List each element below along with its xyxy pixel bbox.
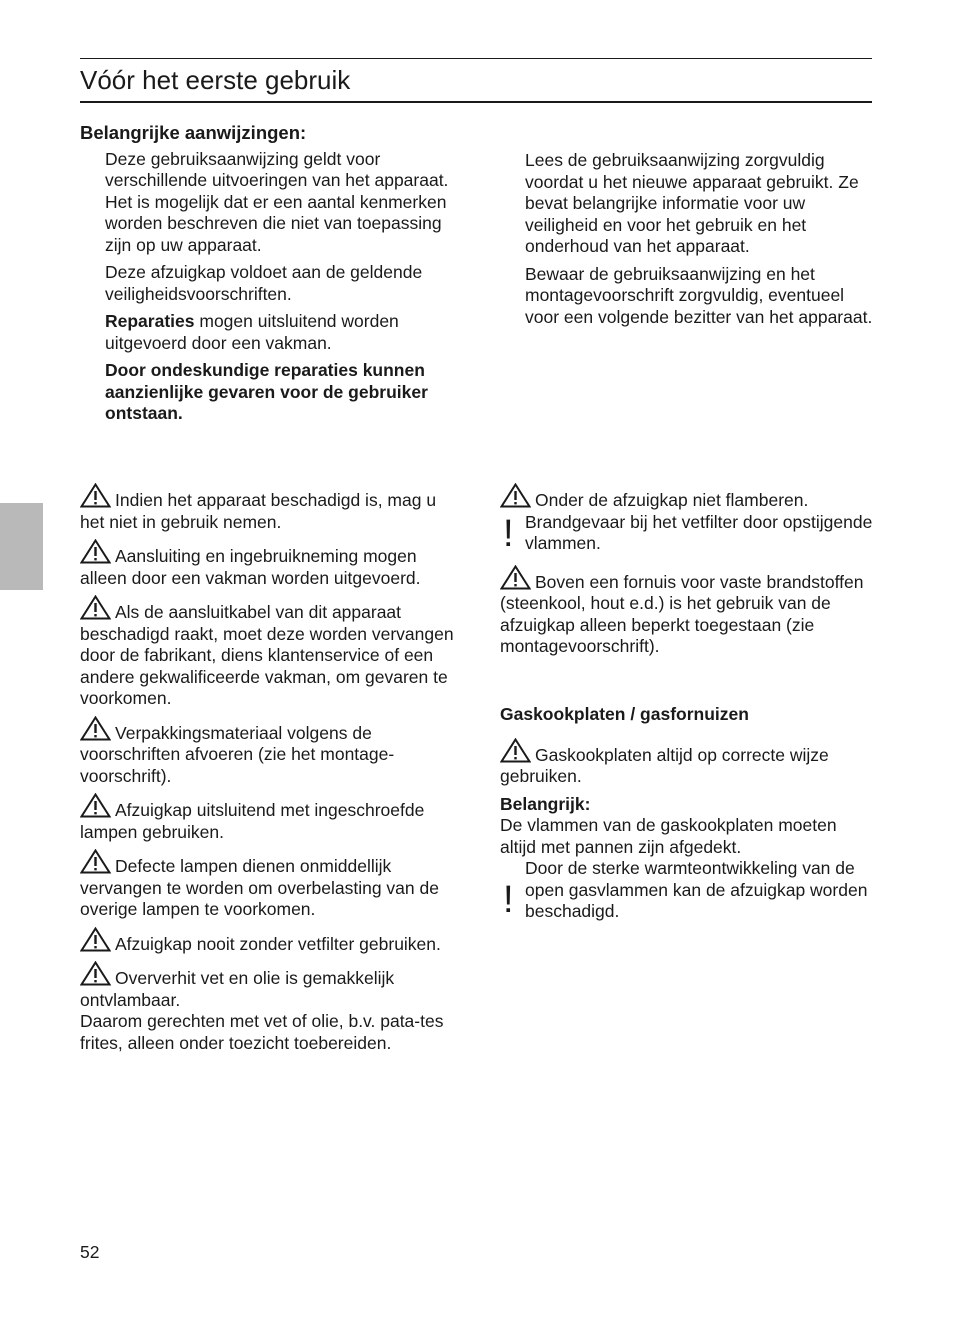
warnings-left [80, 483, 455, 1060]
intro-right-p1: Lees de gebruiksaanwijzing zorgvuldig voordat u het nieuwe apparaat gebruikt. Ze bevat belangrijke informatie voor uw veiligheid en voor het gebruik en het onderhoud van het apparaat. [525, 150, 859, 256]
warning-triangle-icon [80, 961, 111, 986]
exclamation-mark: ! [503, 879, 514, 921]
page-number: 52 [80, 1242, 100, 1262]
warning-extra-text: Daarom gerechten met vet of olie, b.v. pata-tes frites, alleen onder toezicht toebereiden. [80, 1011, 444, 1053]
warning-item: Aansluiting en ingebruikneming mogen alleen door een vakman worden uitgevoerd. [80, 539, 455, 589]
intro-left-p1: Deze gebruiksaanwijzing geldt voor verschillende uitvoeringen van het apparaat. Het is mogelijk dat er een aantal kenmerken worden beschreven die niet van toepassing zijn op uw apparaat. [105, 148, 449, 255]
warning-triangle-icon [80, 793, 111, 818]
warning-item: Als de aansluitkabel van dit apparaat beschadigd raakt, moet deze worden vervangen door de fabrikant, diens klantenservice of een andere gekwalificeerde vakman, om gevaren te voorkomen. [80, 595, 455, 710]
warning-triangle-icon [500, 483, 531, 508]
intro-left-p4: Door ondeskundige reparaties kunnen aanzienlijke gevaren voor de gebruiker ontstaan. [105, 360, 428, 423]
warning-triangle-icon [500, 738, 531, 763]
intro-left-p2: Deze afzuigkap voldoet aan de geldende veiligheidsvoorschriften. [105, 262, 423, 304]
gas-important-label: Belangrijk: [500, 793, 591, 814]
warning-item: Verpakkingsmateriaal volgens de voorschriften afvoeren (zie het montage-voorschrift). [80, 716, 455, 788]
warning-triangle-icon [80, 716, 111, 741]
flambe-note: Brandgevaar bij het vetfilter door opstijgende vlammen. [525, 511, 873, 553]
flambe-warning: Onder de afzuigkap niet flamberen. [500, 483, 875, 512]
warning-triangle-icon [80, 927, 111, 952]
gas-note: Door de sterke warmteontwikkeling van de open gasvlammen kan de afzuigkap worden beschadigd. [525, 858, 868, 921]
warning-item: Afzuigkap uitsluitend met ingeschroefde lampen gebruiken. [80, 793, 455, 843]
warning-triangle-icon [80, 595, 111, 620]
warning-triangle-icon [80, 483, 111, 508]
section-heading: Belangrijke aanwijzingen: [80, 122, 307, 143]
repairs-bold: Reparaties [105, 311, 195, 331]
warnings-right [500, 483, 875, 664]
intro-right [525, 150, 875, 334]
title-underline [80, 101, 872, 103]
top-rule [80, 58, 872, 59]
intro-right-p2: Bewaar de gebruiksaanwijzing en het montagevoorschrift zorgvuldig, eventueel voor een volgende bezitter van het apparaat. [525, 263, 873, 327]
gas-warning: Gaskookplaten altijd op correcte wijze gebruiken. [500, 738, 875, 788]
warning-item: Indien het apparaat beschadigd is, mag u het niet in gebruik nemen. [80, 483, 455, 533]
page-title: Vóór het eerste gebruik [80, 65, 351, 95]
exclamation-mark: ! [503, 513, 514, 555]
solid-fuel-warning: Boven een fornuis voor vaste brandstoffen (steenkool, hout e.d.) is het gebruik van de afzuigkap alleen beperkt toegestaan (zie montagevoorschrift). [500, 565, 875, 658]
warning-triangle-icon [80, 849, 111, 874]
warning-item: Oververhit vet en olie is gemakkelijk ontvlambaar. [80, 961, 455, 1011]
side-tab-marker [0, 503, 43, 590]
warning-triangle-icon [80, 539, 111, 564]
warning-triangle-icon [500, 565, 531, 590]
intro-left-p3 [105, 311, 460, 354]
gas-important-text: De vlammen van de gaskookplaten moeten altijd met pannen zijn afgedekt. [500, 815, 837, 857]
intro-left [80, 122, 480, 431]
gas-heading: Gaskookplaten / gasfornuizen [500, 704, 749, 724]
repairs-text: mogen uitsluitend worden uitgevoerd door een vakman. [105, 311, 399, 353]
gas-section [500, 704, 875, 923]
warning-item: Afzuigkap nooit zonder vetfilter gebruiken. [80, 927, 455, 956]
warning-item: Defecte lampen dienen onmiddellijk vervangen te worden om overbelasting van de overige lampen te voorkomen. [80, 849, 455, 921]
